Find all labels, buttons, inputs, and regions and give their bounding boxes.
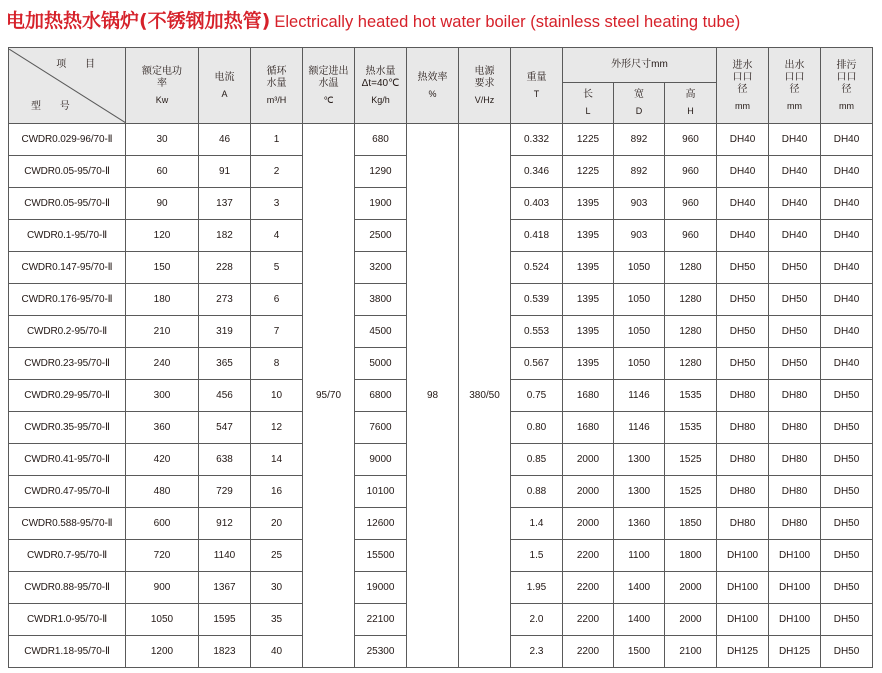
header-outlet: 出水口口径 mm <box>769 48 821 124</box>
height-cell: 1800 <box>665 540 717 572</box>
current-cell: 228 <box>199 252 251 284</box>
weight-cell: 1.95 <box>511 572 563 604</box>
model-cell: CWDR0.7-95/70-Ⅱ <box>9 540 126 572</box>
model-cell: CWDR0.23-95/70-Ⅱ <box>9 348 126 380</box>
inlet-cell: DH80 <box>717 412 769 444</box>
circulation-cell: 20 <box>251 508 303 540</box>
outlet-cell: DH80 <box>769 476 821 508</box>
header-height: 高 H <box>665 83 717 124</box>
height-cell: 1280 <box>665 252 717 284</box>
current-cell: 638 <box>199 444 251 476</box>
model-cell: CWDR1.18-95/70-Ⅱ <box>9 636 126 668</box>
drain-cell: DH50 <box>821 380 873 412</box>
drain-cell: DH50 <box>821 444 873 476</box>
weight-cell: 0.80 <box>511 412 563 444</box>
inlet-cell: DH40 <box>717 124 769 156</box>
hot-water-cell: 680 <box>355 124 407 156</box>
hot-water-cell: 1290 <box>355 156 407 188</box>
outlet-temp-cell: 95/70 <box>303 124 355 668</box>
rated-power-cell: 150 <box>126 252 199 284</box>
header-drain: 排污口口径 mm <box>821 48 873 124</box>
current-cell: 729 <box>199 476 251 508</box>
current-cell: 182 <box>199 220 251 252</box>
current-cell: 1823 <box>199 636 251 668</box>
weight-cell: 0.346 <box>511 156 563 188</box>
length-cell: 1225 <box>563 124 614 156</box>
width-cell: 892 <box>614 156 665 188</box>
current-cell: 91 <box>199 156 251 188</box>
header-hot-water: 热水量Δt=40℃ Kg/h <box>355 48 407 124</box>
inlet-cell: DH80 <box>717 508 769 540</box>
hot-water-cell: 6800 <box>355 380 407 412</box>
drain-cell: DH50 <box>821 636 873 668</box>
outlet-cell: DH50 <box>769 316 821 348</box>
weight-cell: 0.85 <box>511 444 563 476</box>
weight-cell: 0.88 <box>511 476 563 508</box>
width-cell: 1146 <box>614 412 665 444</box>
rated-power-cell: 900 <box>126 572 199 604</box>
height-cell: 960 <box>665 124 717 156</box>
table-body <box>9 124 873 668</box>
header-width: 宽 D <box>614 83 665 124</box>
length-cell: 2200 <box>563 636 614 668</box>
hot-water-cell: 25300 <box>355 636 407 668</box>
current-cell: 46 <box>199 124 251 156</box>
drain-cell: DH40 <box>821 316 873 348</box>
current-cell: 365 <box>199 348 251 380</box>
length-cell: 1395 <box>563 220 614 252</box>
length-cell: 1395 <box>563 316 614 348</box>
circulation-cell: 16 <box>251 476 303 508</box>
power-supply-cell: 380/50 <box>459 124 511 668</box>
outlet-cell: DH100 <box>769 540 821 572</box>
weight-cell: 1.4 <box>511 508 563 540</box>
header-outlet-temp: 额定进出水温 ℃ <box>303 48 355 124</box>
header-item-label: 项 目 <box>56 58 103 70</box>
drain-cell: DH50 <box>821 604 873 636</box>
current-cell: 547 <box>199 412 251 444</box>
weight-cell: 2.0 <box>511 604 563 636</box>
width-cell: 1050 <box>614 316 665 348</box>
outlet-cell: DH40 <box>769 188 821 220</box>
header-dimensions: 外形尺寸mm <box>563 48 717 83</box>
circulation-cell: 35 <box>251 604 303 636</box>
model-cell: CWDR0.88-95/70-Ⅱ <box>9 572 126 604</box>
outlet-cell: DH100 <box>769 604 821 636</box>
circulation-cell: 2 <box>251 156 303 188</box>
model-cell: CWDR0.147-95/70-Ⅱ <box>9 252 126 284</box>
rated-power-cell: 360 <box>126 412 199 444</box>
length-cell: 1225 <box>563 156 614 188</box>
width-cell: 1400 <box>614 604 665 636</box>
outlet-cell: DH50 <box>769 284 821 316</box>
inlet-cell: DH80 <box>717 476 769 508</box>
circulation-cell: 8 <box>251 348 303 380</box>
drain-cell: DH40 <box>821 124 873 156</box>
inlet-cell: DH50 <box>717 348 769 380</box>
page-title <box>6 6 740 36</box>
width-cell: 1050 <box>614 348 665 380</box>
header-weight: 重量 T <box>511 48 563 124</box>
length-cell: 2200 <box>563 540 614 572</box>
drain-cell: DH50 <box>821 476 873 508</box>
inlet-cell: DH40 <box>717 156 769 188</box>
weight-cell: 2.3 <box>511 636 563 668</box>
drain-cell: DH50 <box>821 572 873 604</box>
weight-cell: 0.553 <box>511 316 563 348</box>
outlet-cell: DH100 <box>769 572 821 604</box>
hot-water-cell: 1900 <box>355 188 407 220</box>
current-cell: 319 <box>199 316 251 348</box>
height-cell: 2000 <box>665 604 717 636</box>
inlet-cell: DH80 <box>717 444 769 476</box>
header-power-supply: 电源要求 V/Hz <box>459 48 511 124</box>
weight-cell: 0.539 <box>511 284 563 316</box>
hot-water-cell: 4500 <box>355 316 407 348</box>
outlet-cell: DH50 <box>769 252 821 284</box>
drain-cell: DH50 <box>821 540 873 572</box>
weight-cell: 0.332 <box>511 124 563 156</box>
weight-cell: 1.5 <box>511 540 563 572</box>
rated-power-cell: 120 <box>126 220 199 252</box>
header-model-item-cell <box>9 48 126 124</box>
rated-power-cell: 210 <box>126 316 199 348</box>
hot-water-cell: 12600 <box>355 508 407 540</box>
height-cell: 2100 <box>665 636 717 668</box>
header-type-label: 型 号 <box>31 100 78 112</box>
length-cell: 1680 <box>563 380 614 412</box>
circulation-cell: 4 <box>251 220 303 252</box>
weight-cell: 0.403 <box>511 188 563 220</box>
inlet-cell: DH50 <box>717 316 769 348</box>
circulation-cell: 40 <box>251 636 303 668</box>
height-cell: 1525 <box>665 476 717 508</box>
width-cell: 1050 <box>614 252 665 284</box>
height-cell: 960 <box>665 188 717 220</box>
hot-water-cell: 3200 <box>355 252 407 284</box>
model-cell: CWDR0.029-96/70-Ⅱ <box>9 124 126 156</box>
width-cell: 1400 <box>614 572 665 604</box>
drain-cell: DH40 <box>821 220 873 252</box>
model-cell: CWDR1.0-95/70-Ⅱ <box>9 604 126 636</box>
inlet-cell: DH100 <box>717 540 769 572</box>
hot-water-cell: 10100 <box>355 476 407 508</box>
rated-power-cell: 30 <box>126 124 199 156</box>
width-cell: 1360 <box>614 508 665 540</box>
efficiency-cell: 98 <box>407 124 459 668</box>
inlet-cell: DH125 <box>717 636 769 668</box>
model-cell: CWDR0.29-95/70-Ⅱ <box>9 380 126 412</box>
height-cell: 1280 <box>665 348 717 380</box>
height-cell: 1535 <box>665 412 717 444</box>
outlet-cell: DH40 <box>769 124 821 156</box>
rated-power-cell: 720 <box>126 540 199 572</box>
length-cell: 2000 <box>563 476 614 508</box>
model-cell: CWDR0.41-95/70-Ⅱ <box>9 444 126 476</box>
height-cell: 1280 <box>665 284 717 316</box>
current-cell: 912 <box>199 508 251 540</box>
circulation-cell: 25 <box>251 540 303 572</box>
height-cell: 960 <box>665 156 717 188</box>
table-row <box>9 124 873 156</box>
current-cell: 273 <box>199 284 251 316</box>
model-cell: CWDR0.05-95/70-Ⅱ <box>9 156 126 188</box>
title-english: Electrically heated hot water boiler (stainless steel heating tube) <box>274 13 741 31</box>
length-cell: 1395 <box>563 252 614 284</box>
circulation-cell: 14 <box>251 444 303 476</box>
height-cell: 960 <box>665 220 717 252</box>
header-rated-power: 额定电功率 Kw <box>126 48 199 124</box>
current-cell: 137 <box>199 188 251 220</box>
drain-cell: DH40 <box>821 188 873 220</box>
width-cell: 1146 <box>614 380 665 412</box>
width-cell: 903 <box>614 188 665 220</box>
outlet-cell: DH80 <box>769 444 821 476</box>
weight-cell: 0.418 <box>511 220 563 252</box>
circulation-cell: 3 <box>251 188 303 220</box>
inlet-cell: DH100 <box>717 604 769 636</box>
circulation-cell: 5 <box>251 252 303 284</box>
rated-power-cell: 420 <box>126 444 199 476</box>
circulation-cell: 10 <box>251 380 303 412</box>
width-cell: 1300 <box>614 476 665 508</box>
length-cell: 1395 <box>563 348 614 380</box>
outlet-cell: DH50 <box>769 348 821 380</box>
drain-cell: DH50 <box>821 412 873 444</box>
circulation-cell: 30 <box>251 572 303 604</box>
drain-cell: DH40 <box>821 348 873 380</box>
height-cell: 1535 <box>665 380 717 412</box>
header-length: 长 L <box>563 83 614 124</box>
circulation-cell: 1 <box>251 124 303 156</box>
rated-power-cell: 90 <box>126 188 199 220</box>
current-cell: 1140 <box>199 540 251 572</box>
circulation-cell: 7 <box>251 316 303 348</box>
width-cell: 903 <box>614 220 665 252</box>
current-cell: 1367 <box>199 572 251 604</box>
model-cell: CWDR0.35-95/70-Ⅱ <box>9 412 126 444</box>
width-cell: 1050 <box>614 284 665 316</box>
weight-cell: 0.524 <box>511 252 563 284</box>
rated-power-cell: 240 <box>126 348 199 380</box>
hot-water-cell: 22100 <box>355 604 407 636</box>
height-cell: 1850 <box>665 508 717 540</box>
width-cell: 1500 <box>614 636 665 668</box>
height-cell: 1280 <box>665 316 717 348</box>
title-chinese: 电加热热水锅炉(不锈钢加热管) <box>6 10 271 32</box>
hot-water-cell: 7600 <box>355 412 407 444</box>
hot-water-cell: 2500 <box>355 220 407 252</box>
rated-power-cell: 1050 <box>126 604 199 636</box>
header-efficiency: 热效率 % <box>407 48 459 124</box>
weight-cell: 0.75 <box>511 380 563 412</box>
current-cell: 456 <box>199 380 251 412</box>
drain-cell: DH40 <box>821 156 873 188</box>
outlet-cell: DH80 <box>769 380 821 412</box>
current-cell: 1595 <box>199 604 251 636</box>
inlet-cell: DH80 <box>717 380 769 412</box>
header-inlet: 进水口口径 mm <box>717 48 769 124</box>
inlet-cell: DH50 <box>717 284 769 316</box>
inlet-cell: DH100 <box>717 572 769 604</box>
inlet-cell: DH50 <box>717 252 769 284</box>
model-cell: CWDR0.05-95/70-Ⅱ <box>9 188 126 220</box>
table-header <box>9 48 873 124</box>
model-cell: CWDR0.47-95/70-Ⅱ <box>9 476 126 508</box>
model-cell: CWDR0.588-95/70-Ⅱ <box>9 508 126 540</box>
outlet-cell: DH125 <box>769 636 821 668</box>
rated-power-cell: 60 <box>126 156 199 188</box>
hot-water-cell: 5000 <box>355 348 407 380</box>
rated-power-cell: 300 <box>126 380 199 412</box>
length-cell: 2200 <box>563 604 614 636</box>
inlet-cell: DH40 <box>717 220 769 252</box>
outlet-cell: DH40 <box>769 220 821 252</box>
length-cell: 1395 <box>563 284 614 316</box>
hot-water-cell: 19000 <box>355 572 407 604</box>
circulation-cell: 6 <box>251 284 303 316</box>
rated-power-cell: 480 <box>126 476 199 508</box>
boiler-spec-table <box>8 47 873 668</box>
outlet-cell: DH40 <box>769 156 821 188</box>
model-cell: CWDR0.2-95/70-Ⅱ <box>9 316 126 348</box>
length-cell: 1395 <box>563 188 614 220</box>
length-cell: 2000 <box>563 508 614 540</box>
width-cell: 892 <box>614 124 665 156</box>
height-cell: 2000 <box>665 572 717 604</box>
circulation-cell: 12 <box>251 412 303 444</box>
drain-cell: DH50 <box>821 508 873 540</box>
outlet-cell: DH80 <box>769 412 821 444</box>
drain-cell: DH40 <box>821 284 873 316</box>
weight-cell: 0.567 <box>511 348 563 380</box>
outlet-cell: DH80 <box>769 508 821 540</box>
model-cell: CWDR0.176-95/70-Ⅱ <box>9 284 126 316</box>
width-cell: 1100 <box>614 540 665 572</box>
header-circulation: 循环水量 m³/H <box>251 48 303 124</box>
hot-water-cell: 9000 <box>355 444 407 476</box>
rated-power-cell: 600 <box>126 508 199 540</box>
model-cell: CWDR0.1-95/70-Ⅱ <box>9 220 126 252</box>
length-cell: 1680 <box>563 412 614 444</box>
height-cell: 1525 <box>665 444 717 476</box>
hot-water-cell: 15500 <box>355 540 407 572</box>
rated-power-cell: 1200 <box>126 636 199 668</box>
header-current: 电流 A <box>199 48 251 124</box>
drain-cell: DH40 <box>821 252 873 284</box>
rated-power-cell: 180 <box>126 284 199 316</box>
hot-water-cell: 3800 <box>355 284 407 316</box>
inlet-cell: DH40 <box>717 188 769 220</box>
width-cell: 1300 <box>614 444 665 476</box>
length-cell: 2000 <box>563 444 614 476</box>
length-cell: 2200 <box>563 572 614 604</box>
